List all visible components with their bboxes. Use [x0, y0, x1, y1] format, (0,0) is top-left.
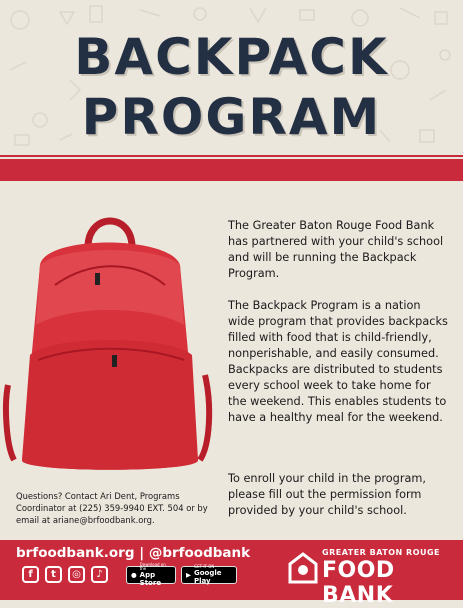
facebook-icon[interactable]: f — [22, 566, 39, 583]
google-play-badge[interactable]: ▶ GET IT ON Google Play — [181, 566, 237, 584]
web-handles[interactable]: brfoodbank.org | @brfoodbank — [16, 545, 251, 561]
red-banner — [0, 159, 463, 181]
app-store-badge[interactable]: ● Download on the App Store — [126, 566, 176, 584]
backpack-image — [0, 205, 215, 480]
play-icon: ▶ — [186, 571, 191, 579]
title-line-2: PROGRAM — [81, 88, 382, 146]
food-bank-logo — [288, 548, 456, 608]
instagram-icon[interactable]: ◎ — [68, 566, 85, 583]
enroll-paragraph: To enroll your child in the program, please fill out the permission form provided by your child's school. — [228, 472, 427, 517]
contact-info: Questions? Contact Ari Dent, Programs Coordinator at (225) 359-9940 EXT. 504 or by email at ariane@brfoodbank.org. — [16, 491, 208, 525]
house-logo-icon — [288, 552, 318, 584]
divider-line — [0, 155, 463, 157]
twitter-icon[interactable]: t — [45, 566, 62, 583]
description-paragraph: The Backpack Program is a nation wide program that provides backpacks filled with food that is child-friendly, nonperishable, and easily consumed. Backpacks are distributed to students every school week to take home for the weekend. This enables students to have a healthy meal for the weekend. — [228, 299, 448, 424]
logo-tagline: GREATER BATON ROUGE — [322, 548, 441, 557]
social-icons — [22, 566, 108, 583]
tiktok-icon[interactable]: ♪ — [91, 566, 108, 583]
apple-icon: ● — [131, 571, 137, 579]
intro-paragraph: The Greater Baton Rouge Food Bank has partnered with your child's school and will be running the Backpack Program. — [228, 219, 444, 280]
title-line-1: BACKPACK — [74, 28, 389, 86]
logo-wordmark: FOOD BANK — [322, 558, 395, 608]
